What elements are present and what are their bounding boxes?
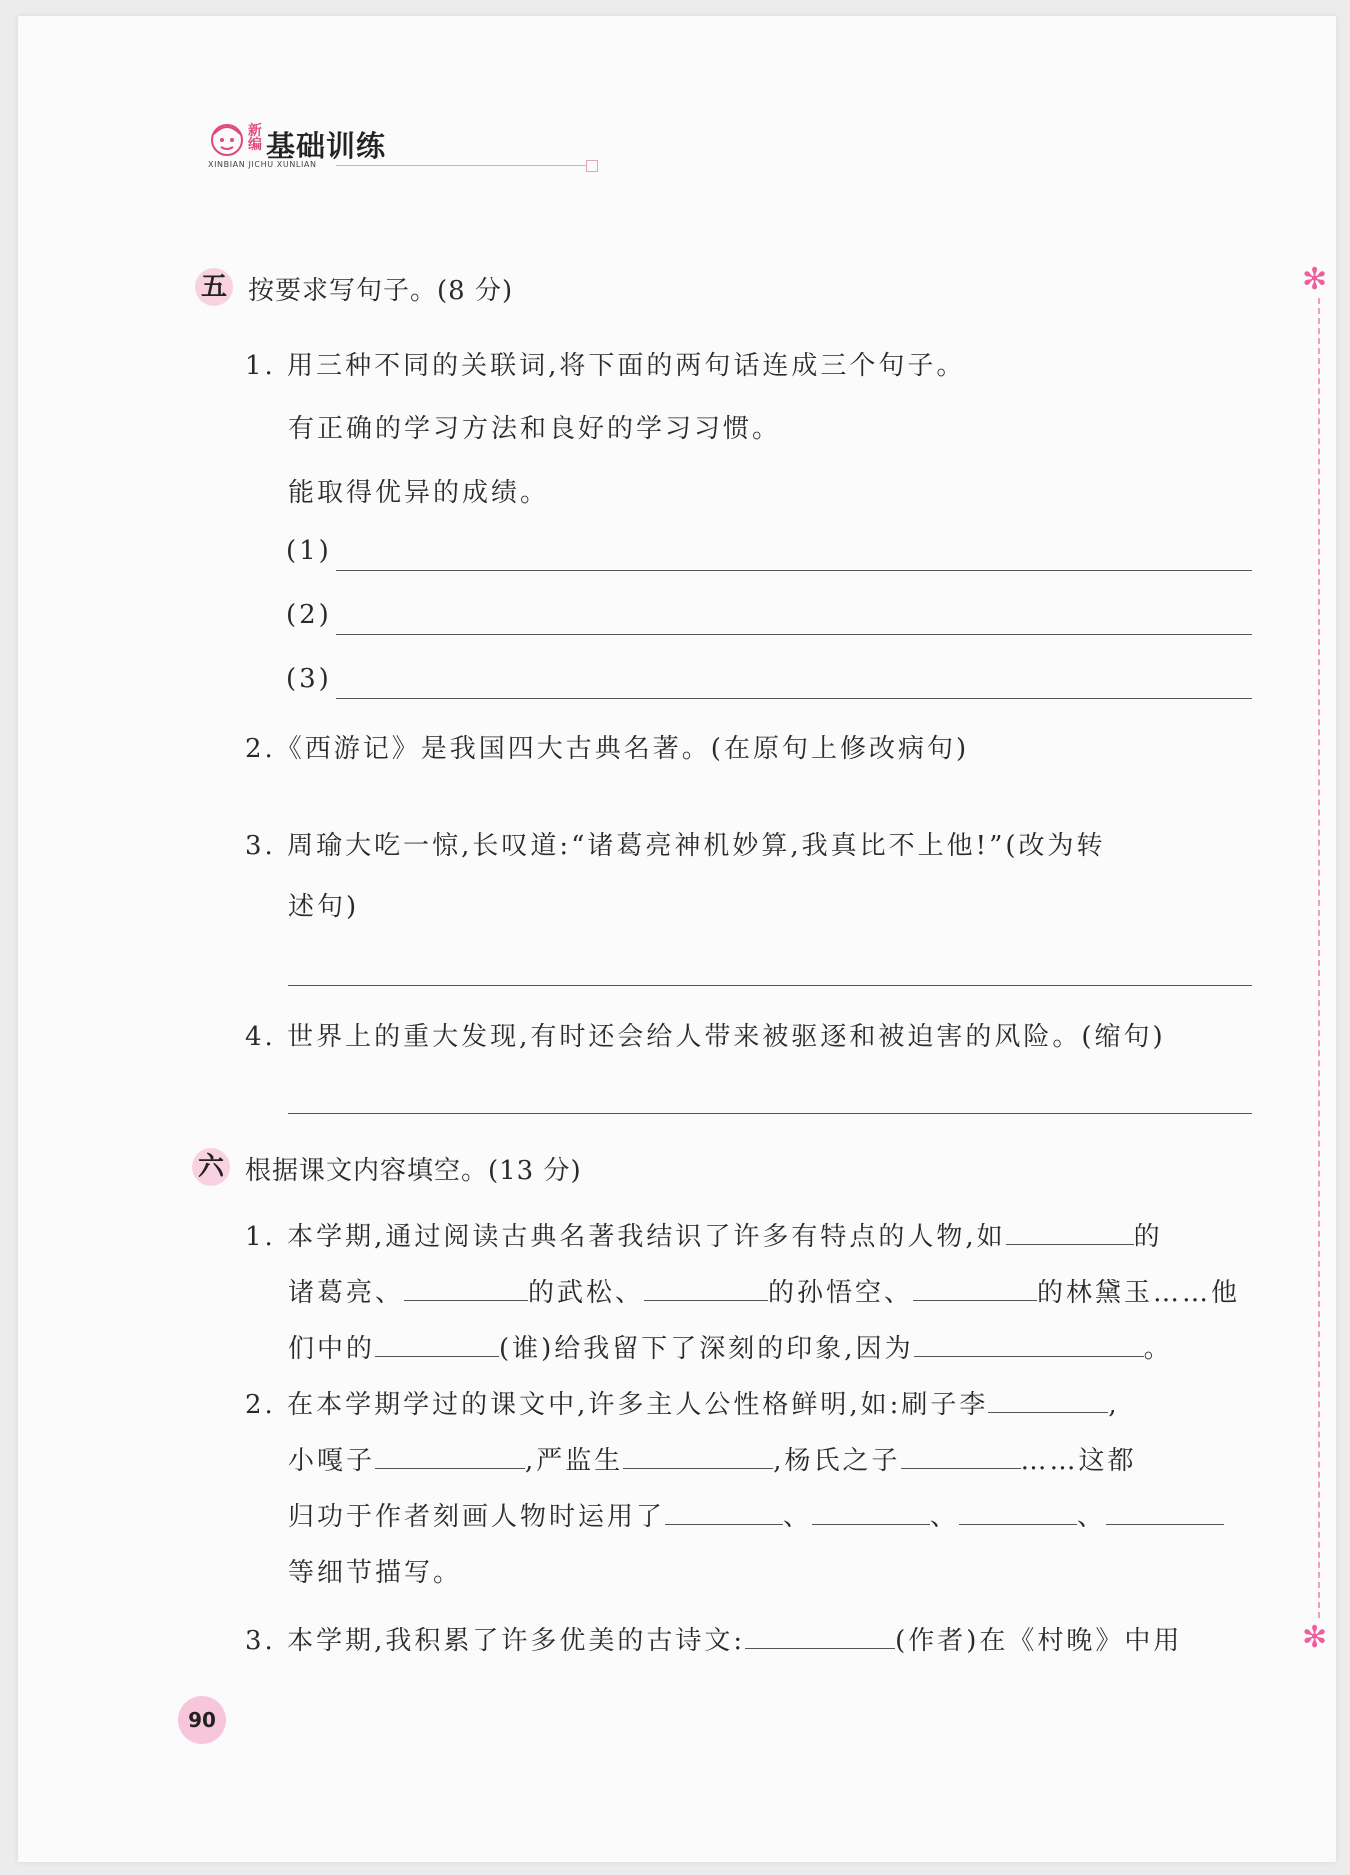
s6-q1-line-1 [245, 1216, 1163, 1253]
s6-q1-text-i: 。 [1143, 1334, 1173, 1364]
s5-q3-answer-line[interactable] [288, 985, 1252, 986]
s6-q2-blank-6[interactable] [812, 1504, 930, 1525]
s6-q1-blank-1[interactable] [1006, 1224, 1134, 1245]
s5-q2: 2.《西游记》是我国四大古典名著。(在原句上修改病句) [245, 734, 970, 764]
s5-q1-answer-label-2: (2) [286, 600, 332, 630]
s6-q2-sep-2: 、 [930, 1502, 960, 1532]
s5-q1-prompt: 1. 用三种不同的关联词,将下面的两句话连成三个句子。 [245, 351, 966, 381]
s5-q1-answer-line-1[interactable] [336, 570, 1252, 571]
flower-icon-top: ✻ [1302, 262, 1328, 297]
s6-q1-blank-3[interactable] [644, 1280, 768, 1301]
s6-q2-blank-1[interactable] [988, 1392, 1108, 1413]
s6-q1-text-a: 1. 本学期,通过阅读古典名著我结识了许多有特点的人物,如 [245, 1222, 1006, 1252]
s5-q1-answer-line-3[interactable] [336, 698, 1252, 699]
s6-q2-line-1 [245, 1384, 1120, 1421]
s6-q1-text-c: 诸葛亮、 [288, 1278, 405, 1308]
s6-q2-text-e: ,杨氏之子 [773, 1446, 901, 1476]
s6-q1-text-g: 们中的 [288, 1334, 376, 1364]
s6-q2-text-a: 2. 在本学期学过的课文中,许多主人公性格鲜明,如:刷子李 [245, 1390, 989, 1420]
s5-q3-line-1: 3. 周瑜大吃一惊,长叹道:“诸葛亮神机妙算,我真比不上他!”(改为转 [245, 831, 1106, 861]
s6-q1-blank-6[interactable] [914, 1336, 1144, 1357]
s6-q2-text-g: 归功于作者刻画人物时运用了 [288, 1502, 666, 1532]
s6-q3-text-b: (作者)在《村晚》中用 [895, 1626, 1183, 1656]
logo-square [586, 160, 598, 172]
flower-icon-bottom: ✻ [1302, 1620, 1328, 1655]
child-face-icon [208, 120, 246, 158]
s6-q2-line-2 [288, 1440, 1137, 1477]
s6-q2-blank-2[interactable] [375, 1448, 525, 1469]
s6-q3-line-1 [245, 1620, 1182, 1657]
s6-q2-line-4: 等细节描写。 [288, 1558, 463, 1588]
margin-dashed-line [1318, 298, 1320, 1618]
s6-q2-blank-8[interactable] [1106, 1504, 1224, 1525]
logo-pinyin: XINBIAN JICHU XUNLIAN [208, 160, 317, 169]
s6-q3-blank-1[interactable] [745, 1628, 895, 1649]
s6-q2-text-f: ……这都 [1020, 1446, 1137, 1476]
s6-q1-blank-2[interactable] [404, 1280, 528, 1301]
s6-q2-sep-3: 、 [1077, 1502, 1107, 1532]
s5-q1-answer-line-2[interactable] [336, 634, 1252, 635]
s5-q1-answer-label-3: (3) [286, 664, 332, 694]
s6-q1-line-3 [288, 1328, 1173, 1365]
s6-q1-text-b: 的 [1133, 1222, 1163, 1252]
s6-q2-text-d: ,严监生 [525, 1446, 624, 1476]
s5-q4: 4. 世界上的重大发现,有时还会给人带来被驱逐和被迫害的风险。(缩句) [245, 1022, 1166, 1052]
s6-q1-blank-4[interactable] [913, 1280, 1037, 1301]
s6-q2-sep-1: 、 [783, 1502, 813, 1532]
s6-q2-blank-4[interactable] [901, 1448, 1021, 1469]
s6-q2-blank-3[interactable] [623, 1448, 773, 1469]
s6-q2-blank-5[interactable] [665, 1504, 783, 1525]
logo-rule [336, 165, 586, 166]
page-number: 90 [178, 1696, 226, 1744]
s6-q2-text-c: 小嘎子 [288, 1446, 376, 1476]
section-6-title: 根据课文内容填空。(13 分) [245, 1156, 582, 1186]
s5-q1-answer-label-1: (1) [286, 536, 332, 566]
s5-q1-sentence-1: 有正确的学习方法和良好的学习习惯。 [288, 414, 782, 444]
s6-q1-text-e: 的孙悟空、 [768, 1278, 914, 1308]
s6-q1-text-h: (谁)给我留下了深刻的印象,因为 [499, 1334, 914, 1364]
s5-q1-sentence-2: 能取得优异的成绩。 [288, 478, 550, 508]
logo-title: 基础训练 [266, 129, 387, 163]
s6-q1-line-2 [288, 1272, 1240, 1309]
s6-q2-line-3 [288, 1496, 1224, 1533]
s6-q1-text-f: 的林黛玉……他 [1037, 1278, 1241, 1308]
s6-q2-blank-7[interactable] [959, 1504, 1077, 1525]
section-5-number: 五 [195, 268, 233, 306]
s6-q2-text-b: , [1108, 1390, 1120, 1420]
s5-q3-line-2: 述句) [288, 892, 360, 922]
s5-q4-answer-line[interactable] [288, 1113, 1252, 1114]
s6-q1-text-d: 的武松、 [528, 1278, 645, 1308]
section-5-title: 按要求写句子。(8 分) [248, 276, 514, 306]
logo-new-label: 新编 [248, 123, 262, 153]
s6-q1-blank-5[interactable] [375, 1336, 499, 1357]
section-6-number: 六 [192, 1148, 230, 1186]
s6-q3-text-a: 3. 本学期,我积累了许多优美的古诗文: [245, 1626, 746, 1656]
